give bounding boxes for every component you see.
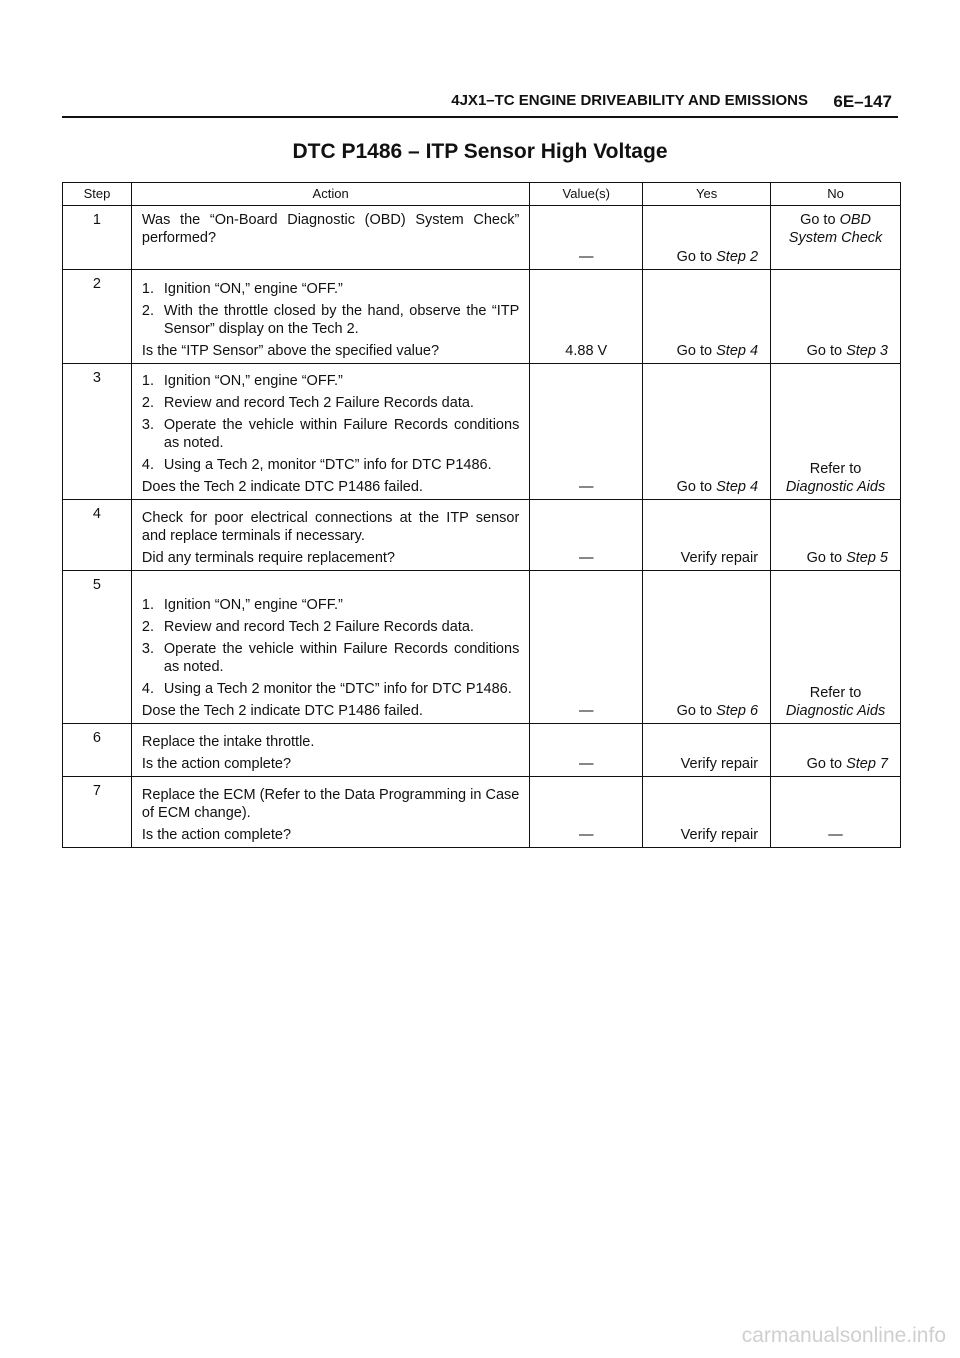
yes-target: Step 4 (716, 343, 759, 359)
step-number: 2 (63, 270, 132, 364)
yes-cell (643, 206, 771, 270)
watermark: carmanualsonline.info (741, 1324, 946, 1347)
action-question: Did any terminals require replacement? (141, 550, 395, 566)
no-prefix: Go to (806, 343, 843, 359)
action-cell (131, 724, 529, 777)
yes-cell: Verify repair (643, 777, 771, 848)
step-number: 6 (63, 724, 132, 777)
col-action-header: Action (131, 183, 529, 206)
value-cell: — (530, 206, 643, 270)
value-cell: — (530, 777, 643, 848)
action-item: 2. Review and record Tech 2 Failure Records data. (141, 619, 474, 635)
yes-cell (643, 270, 771, 364)
value-cell: — (530, 571, 643, 724)
step-number: 3 (63, 364, 132, 500)
no-cell (771, 500, 901, 571)
col-step-header: Step (63, 183, 132, 206)
no-prefix: Refer to (809, 461, 862, 477)
no-cell (771, 571, 901, 724)
action-question: Is the action complete? (141, 827, 292, 843)
step-number: 4 (63, 500, 132, 571)
yes-target: Step 6 (716, 703, 759, 719)
no-cell (771, 270, 901, 364)
action-question: Is the “ITP Sensor” above the specified value? (141, 343, 440, 359)
yes-cell (643, 364, 771, 500)
yes-cell: Verify repair (643, 500, 771, 571)
action-cell (131, 571, 529, 724)
step-number: 5 (63, 571, 132, 724)
action-item: 1. Ignition “ON,” engine “OFF.” (141, 281, 343, 297)
table-row (63, 777, 901, 848)
no-prefix: Go to (806, 550, 843, 566)
no-prefix: Refer to (809, 685, 862, 701)
action-text: Replace the intake throttle. (141, 734, 315, 750)
action-cell (131, 364, 529, 500)
col-yes-header: Yes (643, 183, 771, 206)
yes-prefix: Go to (676, 343, 713, 359)
action-cell (131, 777, 529, 848)
no-cell: — (771, 777, 901, 848)
table-row (63, 571, 901, 724)
action-item: 4. Using a Tech 2 monitor the “DTC” info for DTC P1486. (141, 681, 512, 697)
action-item: 4. Using a Tech 2, monitor “DTC” info for DTC P1486. (141, 457, 492, 473)
no-target: Step 5 (846, 550, 888, 566)
yes-prefix: Go to (676, 249, 713, 265)
action-cell (131, 206, 529, 270)
table-row (63, 206, 901, 270)
no-cell (771, 724, 901, 777)
action-question: Dose the Tech 2 indicate DTC P1486 failed. (141, 703, 423, 719)
table-row (63, 270, 901, 364)
action-item: 3. Operate the vehicle within Failure Records conditions as noted. (141, 417, 520, 451)
section-title: 4JX1–TC ENGINE DRIVEABILITY AND EMISSIONS (451, 92, 808, 109)
page-number: 6E–147 (833, 92, 892, 111)
diagnostic-table (62, 182, 901, 848)
step-number: 7 (63, 777, 132, 848)
page-title: DTC P1486 – ITP Sensor High Voltage (292, 140, 668, 163)
table-row (63, 364, 901, 500)
yes-target: Step 2 (716, 249, 759, 265)
action-question: Does the Tech 2 indicate DTC P1486 failed. (141, 479, 423, 495)
action-text: Was the “On-Board Diagnostic (OBD) System Check” performed? (141, 212, 520, 246)
table-header-row (63, 183, 901, 206)
no-prefix: Go to (800, 212, 836, 228)
yes-cell: Verify repair (643, 724, 771, 777)
yes-target: Step 4 (716, 479, 759, 495)
no-target: Step 7 (846, 756, 888, 772)
yes-cell (643, 571, 771, 724)
action-text: Check for poor electrical connections at the ITP sensor and replace terminals if necessary. (141, 510, 520, 544)
col-no-header: No (771, 183, 901, 206)
action-item: 2. Review and record Tech 2 Failure Records data. (141, 395, 474, 411)
no-target: OBD System Check (788, 212, 883, 246)
value-cell: — (530, 500, 643, 571)
page-header (62, 88, 898, 118)
value-cell: 4.88 V (530, 270, 643, 364)
no-target: Diagnostic Aids (785, 479, 886, 495)
action-item: 3. Operate the vehicle within Failure Records conditions as noted. (141, 641, 520, 675)
col-value-header: Value(s) (530, 183, 643, 206)
action-item: 2. With the throttle closed by the hand, observe the “ITP Sensor” display on the Tech 2. (141, 303, 520, 337)
value-cell: — (530, 724, 643, 777)
no-target: Step 3 (846, 343, 888, 359)
action-question: Is the action complete? (141, 756, 292, 772)
action-item: 1. Ignition “ON,” engine “OFF.” (141, 597, 343, 613)
action-item: 1. Ignition “ON,” engine “OFF.” (141, 373, 343, 389)
no-cell (771, 206, 901, 270)
value-cell: — (530, 364, 643, 500)
yes-prefix: Go to (676, 703, 713, 719)
step-number: 1 (63, 206, 132, 270)
table-row (63, 724, 901, 777)
action-text: Replace the ECM (Refer to the Data Programming in Case of ECM change). (141, 787, 520, 821)
table-row (63, 500, 901, 571)
no-cell (771, 364, 901, 500)
action-cell (131, 500, 529, 571)
action-cell (131, 270, 529, 364)
no-target: Diagnostic Aids (785, 703, 886, 719)
yes-prefix: Go to (676, 479, 713, 495)
no-prefix: Go to (806, 756, 843, 772)
